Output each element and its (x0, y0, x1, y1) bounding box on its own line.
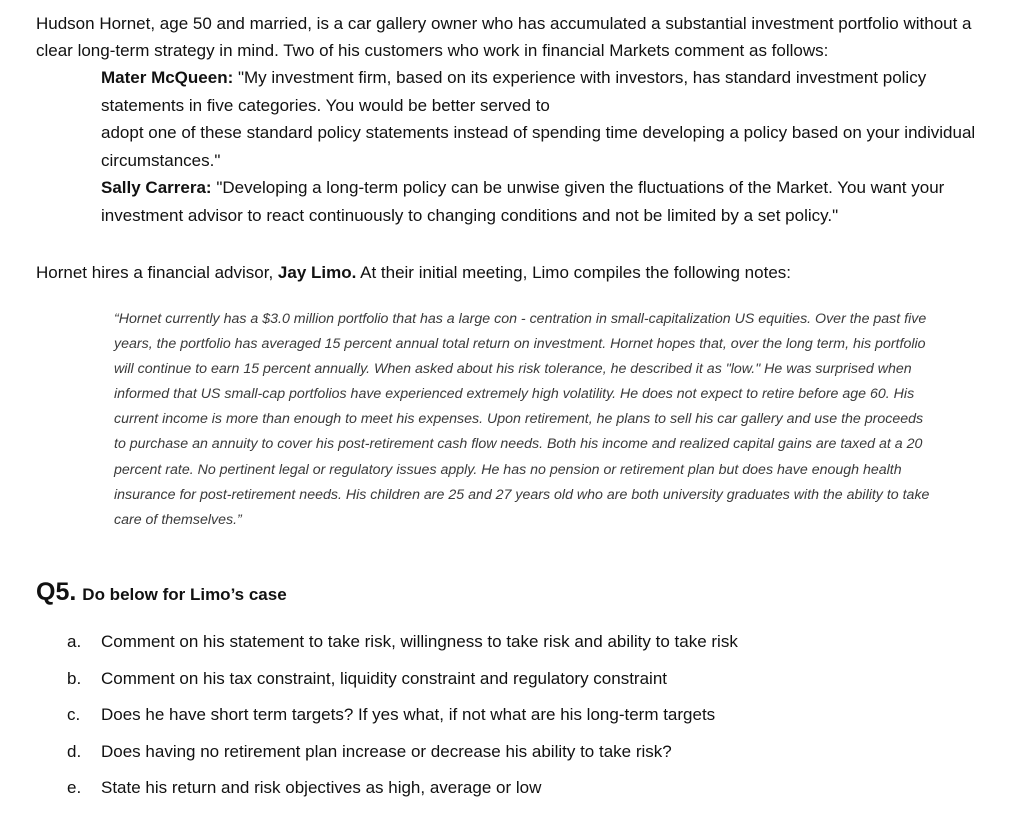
question-item-letter: e. (67, 778, 82, 797)
advisor-notes-quote: “Hornet currently has a $3.0 million portfolio that has a large con - centration in small-capitalization US equities. Over the past five years, the portfolio has averaged 15 percent annual total return on investment. Hornet hopes that, over the long term, his portfolio will continue to earn 15 percent annually. When asked about his risk tolerance, he described it as "low." He was surprised when informed that US small-cap portfolios have experienced extremely high volatility. He does not expect to retire before age 60. His current income is more than enough to meet his expenses. Upon retirement, he plans to sell his car gallery and use the proceeds to purchase an annuity to cover his post-retirement cash flow needs. Both his income and realized capital gains are taxed at a 20 percent rate. No pertinent legal or regulatory issues apply. He has no pension or retirement plan but does have enough health insurance for post-retirement needs. His children are 25 and 27 years old who are both university graduates with the ability to take care of themselves.” (114, 311, 930, 528)
comment-mater-mcqueen-line-2 (101, 119, 1011, 174)
question-item-c (0, 703, 1000, 740)
question-prompt: Do below for Limo’s case (82, 585, 287, 604)
question-item-letter: a. (67, 632, 82, 651)
speaker-mater-mcqueen: Mater McQueen: (101, 68, 234, 87)
question-item-letter: b. (67, 668, 82, 688)
advisor-hire-paragraph (36, 259, 1011, 286)
speaker-sally-carrera: Sally Carrera: (101, 178, 212, 197)
question-item-text: Does having no retirement plan increase or decrease his ability to take risk? (101, 741, 672, 761)
advisor-name: Jay Limo. (277, 263, 357, 282)
question-item-e (0, 776, 1000, 813)
question-heading (36, 578, 287, 607)
question-number: Q5. (36, 578, 77, 606)
customer-comments (101, 64, 1011, 229)
comment-mater-mcqueen-text-2: adopt one of these standard policy statements instead of spending time developing a policy based on your individual circumstances." (101, 123, 976, 170)
comment-mater-mcqueen-text-1: "My investment firm, based on its experience with investors, has standard investment policy statements in five categories. You would be better served to (101, 68, 927, 115)
intro-paragraph: Hudson Hornet, age 50 and married, is a car gallery owner who has accumulated a substantial investment portfolio without a clear long-term strategy in mind. Two of his customers who work in financial Markets comment as follows: (36, 14, 972, 60)
comment-mater-mcqueen-line-1 (101, 64, 1011, 119)
question-item-text: Does he have short term targets? If yes what, if not what are his long-term targets (101, 705, 716, 724)
comment-sally-carrera (101, 174, 1011, 229)
question-item-d (0, 740, 1000, 777)
hire-text-after: At their initial meeting, Limo compiles the following notes: (356, 263, 791, 282)
question-item-letter: d. (67, 741, 82, 761)
hire-text-before: Hornet hires a financial advisor, (36, 263, 278, 282)
question-item-text: Comment on his tax constraint, liquidity constraint and regulatory constraint (101, 668, 667, 688)
question-items (0, 630, 1000, 813)
comment-sally-carrera-text: "Developing a long-term policy can be unwise given the fluctuations of the Market. You want your investment advisor to react continuously to changing conditions and not be limited by a set policy." (101, 178, 945, 225)
question-item-text: Comment on his statement to take risk, willingness to take risk and ability to take risk (101, 632, 738, 651)
question-item-text: State his return and risk objectives as high, average or low (101, 778, 542, 797)
question-item-b (0, 667, 1000, 704)
question-item-a (0, 630, 1000, 667)
question-item-letter: c. (67, 705, 81, 724)
